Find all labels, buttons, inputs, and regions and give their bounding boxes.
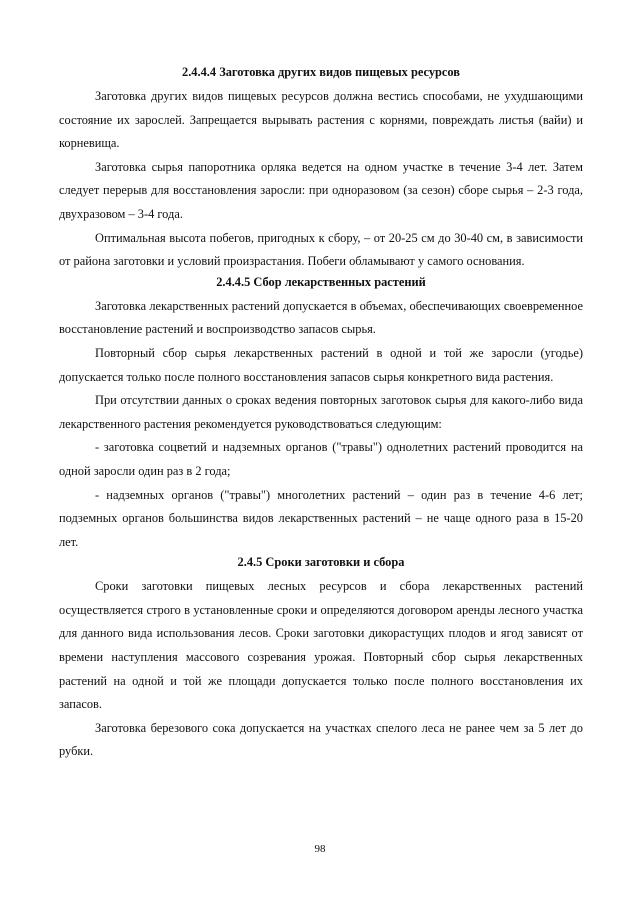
paragraph: Заготовка березового сока допускается на участках спелого леса не ранее чем за 5 лет до рубки.	[59, 720, 583, 759]
section-heading: 2.4.5 Сроки заготовки и сбора	[237, 555, 405, 570]
section-food-resources	[59, 64, 583, 274]
paragraph: Оптимальная высота побегов, пригодных к сбору, – от 20-25 см до 30-40 см, в зависимости от района заготовки и условий произрастания. Побеги обламывают у самого основания.	[59, 230, 583, 269]
paragraph: Заготовка лекарственных растений допускается в объемах, обеспечивающих своевременное восстановление растений и воспроизводство запасов сырья.	[59, 298, 583, 337]
section-harvest-terms	[59, 554, 583, 764]
page-number: 98	[314, 843, 326, 855]
paragraph: Сроки заготовки пищевых лесных ресурсов и сбора лекарственных растений осуществляется строго в установленные сроки и определяются договором аренды лесного участка для данного вида использования лесов. Сроки заготовки дикорастущих плодов и ягод зависят от времени наступления массового созревания урожая. Повторный сбор сырья лекарственных растений на одной и той же площади допускается только после полного восстановления их запасов.	[59, 579, 583, 712]
paragraph: Заготовка других видов пищевых ресурсов должна вестись способами, не ухудшающими состояние их зарослей. Запрещается вырывать растения с корнями, повреждать листья (вайи) и корневища.	[59, 89, 583, 151]
section-heading: 2.4.4.4 Заготовка других видов пищевых ресурсов	[182, 65, 460, 79]
section-heading: 2.4.4.5 Сбор лекарственных растений	[216, 274, 426, 289]
list-item: - заготовка соцветий и надземных органов ("травы") однолетних растений проводится на одной заросли один раз в 2 года;	[59, 440, 583, 478]
list-item: - надземных органов ("травы") многолетних растений – один раз в течение 4-6 лет; подземных органов большинства видов лекарственных растений – не чаще одного раза в 15-20 лет.	[59, 487, 583, 549]
paragraph: Повторный сбор сырья лекарственных растений в одной и той же заросли (угодье) допускается только после полного восстановления запасов сырья конкретного вида растения.	[59, 345, 583, 384]
paragraph: Заготовка сырья папоротника орляка ведется на одном участке в течение 3-4 лет. Затем следует перерыв для восстановления заросли: при одноразовом (за сезон) сборе сырья – 2-3 года, двухразовом – 3-4 года.	[59, 159, 583, 221]
section-medicinal-plants	[59, 274, 583, 555]
paragraph: При отсутствии данных о сроках ведения повторных заготовок сырья для какого-либо вида лекарственного растения рекомендуется руководствоваться следующим:	[59, 393, 583, 431]
document-page	[59, 64, 583, 764]
